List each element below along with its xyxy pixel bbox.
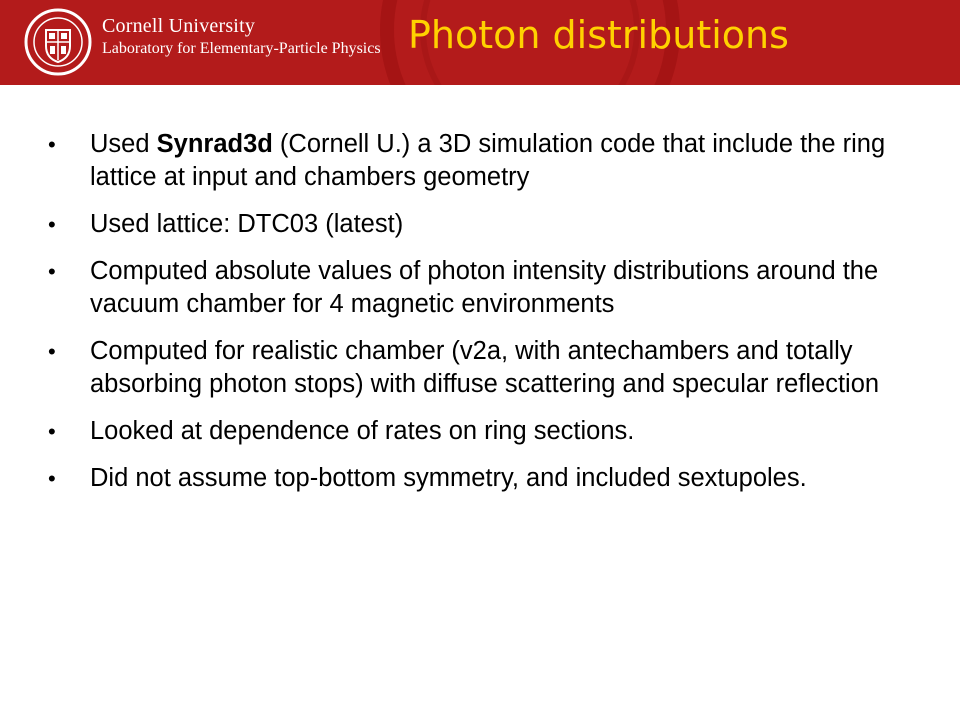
bullet-dot: • <box>48 259 56 284</box>
bullet-text: Looked at dependence of rates on ring sections. <box>90 417 635 445</box>
slide-title: Photon distributions <box>408 13 789 57</box>
bullet-text: Used <box>90 130 157 158</box>
bullet-item <box>44 208 924 241</box>
bullet-dot: • <box>48 132 56 157</box>
bullet-dot: • <box>48 339 56 364</box>
bullet-text: Computed for realistic chamber (v2a, with antechambers and totally absorbing photon stops) with diffuse scattering and specular reflection <box>90 337 880 398</box>
brand-university: Cornell University <box>102 15 256 37</box>
bullet-text: Used lattice: DTC03 (latest) <box>90 210 404 238</box>
bullet-dot: • <box>48 466 56 491</box>
bullet-item <box>44 255 924 321</box>
bullet-list <box>44 128 924 509</box>
bullet-dot: • <box>48 419 56 444</box>
cornell-seal-icon <box>24 8 92 76</box>
header-banner <box>0 0 960 85</box>
bullet-item <box>44 415 924 448</box>
bullet-text-continued: (Cornell U.) a 3D simulation code that include the ring lattice at input and chambers geometry <box>90 130 886 191</box>
bullet-emphasis: Synrad3d <box>156 130 273 158</box>
brand-laboratory: Laboratory for Elementary-Particle Physics <box>102 40 381 57</box>
bullet-item <box>44 128 924 194</box>
bullet-item <box>44 462 924 495</box>
brand-text <box>102 14 381 60</box>
bullet-text: Computed absolute values of photon intensity distributions around the vacuum chamber for 4 magnetic environments <box>90 257 879 318</box>
bullet-dot: • <box>48 212 56 237</box>
bullet-item <box>44 335 924 401</box>
bullet-text: Did not assume top-bottom symmetry, and included sextupoles. <box>90 464 807 492</box>
